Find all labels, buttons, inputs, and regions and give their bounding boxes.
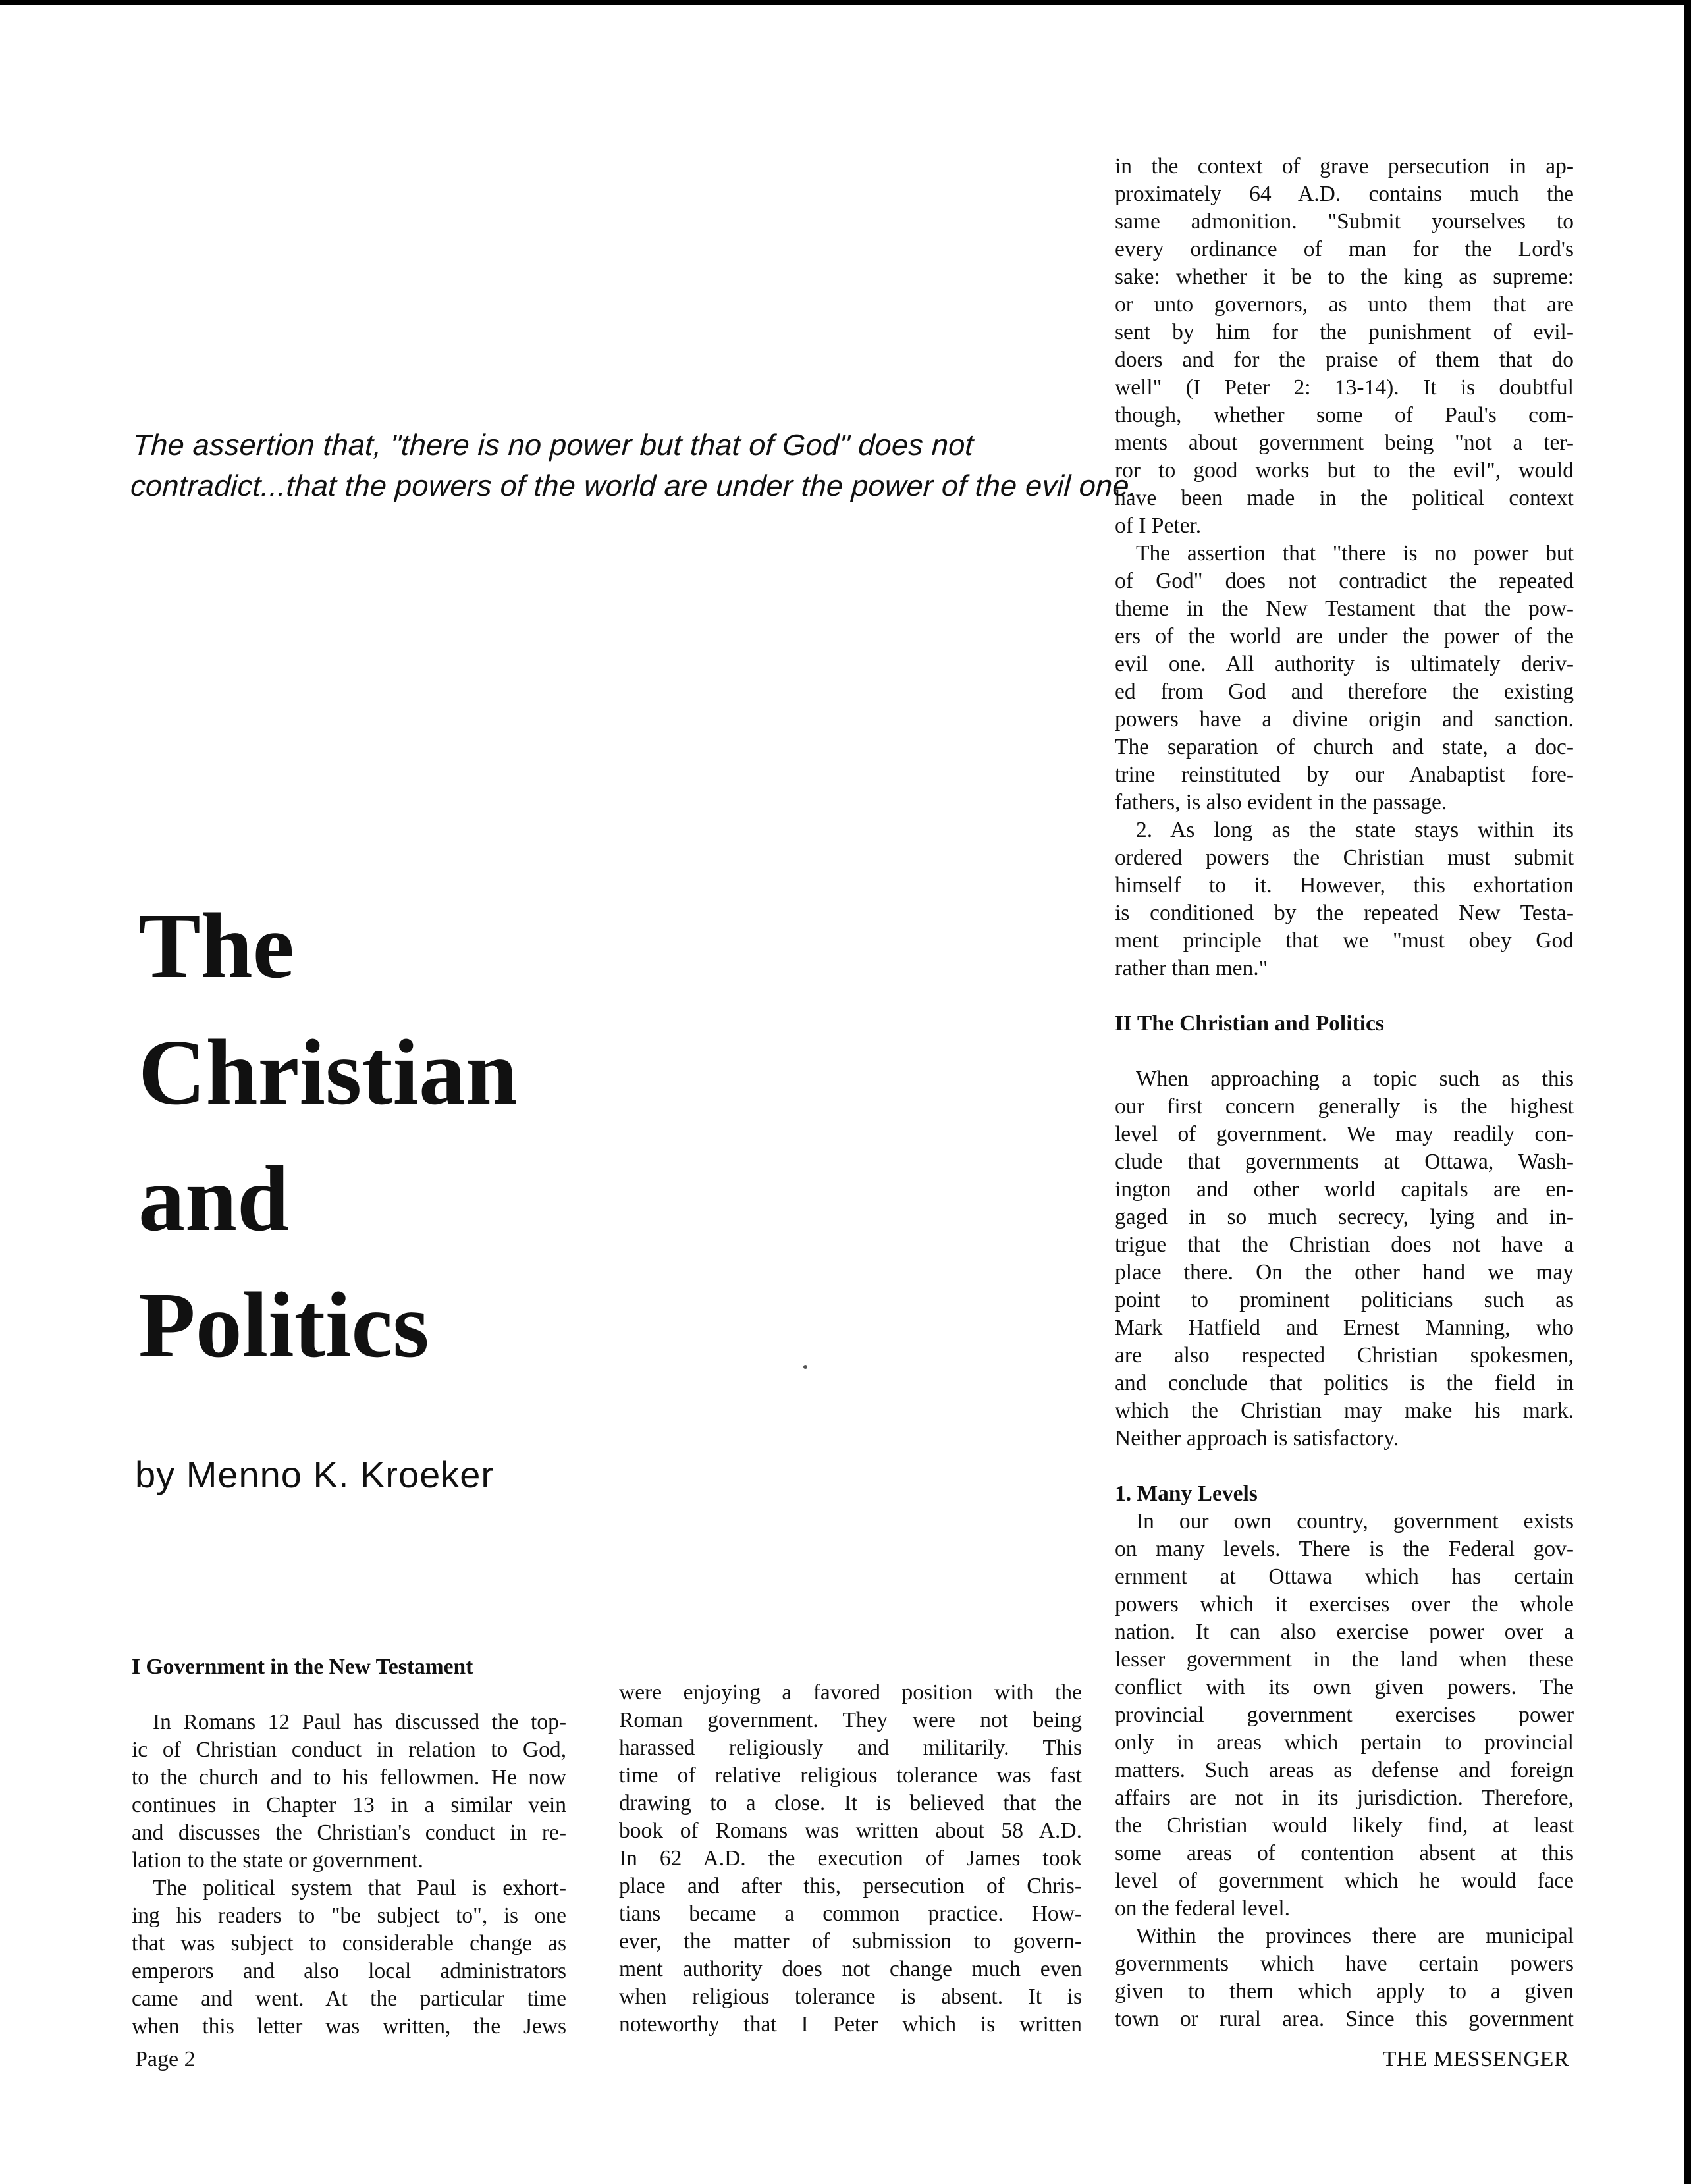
text-line: nation. It can also exercise power over a — [1115, 1620, 1574, 1644]
text-line: The assertion that "there is no power but — [1136, 541, 1574, 566]
text-line: on many levels. There is the Federal gov- — [1115, 1537, 1574, 1561]
text-line: have been made in the political context — [1115, 486, 1574, 510]
subsection-heading: 1. Many Levels — [1115, 1481, 1258, 1506]
text-line: theme in the New Testament that the pow- — [1115, 597, 1574, 621]
text-line: evil one. All authority is ultimately deriv- — [1115, 652, 1574, 676]
text-line: came and went. At the particular time — [132, 1986, 566, 2011]
title-line: Politics — [138, 1273, 429, 1377]
text-line: The separation of church and state, a doc- — [1115, 735, 1574, 759]
text-line: of God" does not contradict the repeated — [1115, 569, 1574, 593]
text-line: Neither approach is satisfactory. — [1115, 1426, 1399, 1451]
byline: by Menno K. Kroeker — [135, 1454, 495, 1495]
title-line: and — [138, 1146, 289, 1250]
text-line: and discusses the Christian's conduct in re- — [132, 1821, 566, 1845]
text-line: fathers, is also evident in the passage. — [1115, 790, 1447, 814]
publication-name: THE MESSENGER — [1382, 2047, 1569, 2071]
text-line: ed from God and therefore the existing — [1115, 679, 1574, 704]
text-line: In our own country, government exists — [1136, 1509, 1574, 1533]
text-line: ordered powers the Christian must submit — [1115, 845, 1574, 870]
text-line: lation to the state or government. — [132, 1848, 423, 1873]
text-line: town or rural area. Since this government — [1115, 2007, 1574, 2031]
text-line: ic of Christian conduct in relation to God, — [132, 1738, 566, 1762]
text-line: time of relative religious tolerance was fast — [619, 1763, 1082, 1788]
section-heading: II The Christian and Politics — [1115, 1011, 1384, 1036]
left-column — [132, 1653, 566, 2040]
text-line: every ordinance of man for the Lord's — [1115, 237, 1574, 261]
text-line: when religious tolerance is absent. It is — [619, 1984, 1082, 2009]
text-line: harassed religiously and militarily. This — [619, 1736, 1082, 1760]
text-line: provincial government exercises power — [1115, 1703, 1574, 1727]
text-line: matters. Such areas as defense and foreign — [1115, 1758, 1574, 1782]
text-line: governments which have certain powers — [1115, 1952, 1574, 1976]
text-line: to the church and to his fellowmen. He now — [132, 1765, 566, 1790]
text-line: ernment at Ottawa which has certain — [1115, 1564, 1574, 1589]
text-line: ers of the world are under the power of the — [1115, 624, 1574, 649]
text-line: and conclude that politics is the field in — [1115, 1371, 1574, 1395]
text-line: ment principle that we "must obey God — [1115, 928, 1574, 953]
text-line: clude that governments at Ottawa, Wash- — [1115, 1150, 1574, 1174]
text-line: which the Christian may make his mark. — [1115, 1398, 1574, 1423]
title-line: Christian — [138, 1020, 518, 1124]
text-line: drawing to a close. It is believed that the — [619, 1791, 1082, 1815]
scan-edge-top — [0, 0, 1691, 5]
text-line: in the context of grave persecution in ap- — [1115, 154, 1574, 178]
text-line: continues in Chapter 13 in a similar vein — [132, 1793, 566, 1817]
text-line: is conditioned by the repeated New Testa- — [1115, 901, 1574, 925]
text-line: affairs are not in its jurisdiction. Therefore, — [1115, 1786, 1574, 1810]
section-heading: I Government in the New Testament — [132, 1655, 473, 1679]
right-column — [1115, 153, 1574, 2033]
text-line: 2. As long as the state stays within its — [1136, 818, 1574, 842]
text-line: ever, the matter of submission to govern- — [619, 1929, 1082, 1954]
text-line: sake: whether it be to the king as supreme: — [1115, 265, 1574, 289]
text-line: doers and for the praise of them that do — [1115, 348, 1574, 372]
text-line: ing his readers to "be subject to", is one — [132, 1904, 566, 1928]
text-line: proximately 64 A.D. contains much the — [1115, 182, 1574, 206]
text-line: lesser government in the land when these — [1115, 1647, 1574, 1672]
article-title — [138, 882, 518, 1388]
text-line: level of government. We may readily con- — [1115, 1122, 1574, 1146]
text-line: given to them which apply to a given — [1115, 1979, 1574, 2004]
text-line: point to prominent politicians such as — [1115, 1288, 1574, 1312]
middle-column — [619, 1679, 1082, 2038]
text-line: place and after this, persecution of Chris- — [619, 1874, 1082, 1898]
text-line: trigue that the Christian does not have a — [1115, 1233, 1574, 1257]
text-line: same admonition. "Submit yourselves to — [1115, 209, 1574, 234]
text-line: ror to good works but to the evil", would — [1115, 458, 1574, 483]
text-line: ington and other world capitals are en- — [1115, 1177, 1574, 1202]
text-line: of I Peter. — [1115, 514, 1202, 538]
text-line: were enjoying a favored position with the — [619, 1680, 1082, 1705]
scan-speck — [803, 1365, 807, 1369]
text-line: well" (I Peter 2: 13-14). It is doubtful — [1115, 375, 1574, 400]
text-line: level of government which he would face — [1115, 1869, 1574, 1893]
scan-edge-right — [1684, 0, 1691, 2184]
pull-quote-line: The assertion that, "there is no power but that of God" does not — [132, 428, 975, 462]
text-line: book of Romans was written about 58 A.D. — [619, 1819, 1082, 1843]
text-line: In 62 A.D. the execution of James took — [619, 1846, 1082, 1871]
text-line: emperors and also local administrators — [132, 1959, 566, 1983]
page-number: Page 2 — [135, 2047, 196, 2071]
text-line: When approaching a topic such as this — [1136, 1067, 1574, 1091]
text-line: trine reinstituted by our Anabaptist fore- — [1115, 762, 1574, 787]
text-line: our first concern generally is the highest — [1115, 1094, 1574, 1119]
text-line: ment authority does not change much even — [619, 1957, 1082, 1981]
text-line: on the federal level. — [1115, 1896, 1291, 1921]
text-line: Roman government. They were not being — [619, 1708, 1082, 1732]
pull-quote-line: contradict...that the powers of the world are under the power of the evil one. — [130, 469, 1139, 502]
text-line: rather than men." — [1115, 956, 1268, 980]
text-line: ments about government being "not a ter- — [1115, 431, 1574, 455]
text-line: or unto governors, as unto them that are — [1115, 292, 1574, 317]
text-line: powers have a divine origin and sanction. — [1115, 707, 1574, 732]
text-line: are also respected Christian spokesmen, — [1115, 1343, 1574, 1368]
text-line: place there. On the other hand we may — [1115, 1260, 1574, 1285]
text-line: Within the provinces there are municipal — [1136, 1924, 1574, 1948]
text-line: powers which it exercises over the whole — [1115, 1592, 1574, 1616]
text-line: that was subject to considerable change as — [132, 1931, 566, 1956]
text-line: noteworthy that I Peter which is written — [619, 2012, 1082, 2037]
text-line: the Christian would likely find, at least — [1115, 1813, 1574, 1838]
text-line: In Romans 12 Paul has discussed the top- — [153, 1710, 566, 1734]
text-line: some areas of contention absent at this — [1115, 1841, 1574, 1865]
text-line: conflict with its own given powers. The — [1115, 1675, 1574, 1699]
title-line: The — [138, 893, 294, 998]
text-line: gaged in so much secrecy, lying and in- — [1115, 1205, 1574, 1229]
text-line: Mark Hatfield and Ernest Manning, who — [1115, 1316, 1574, 1340]
text-line: The political system that Paul is exhort- — [153, 1876, 566, 1900]
text-line: sent by him for the punishment of evil- — [1115, 320, 1574, 344]
text-line: tians became a common practice. How- — [619, 1902, 1082, 1926]
text-line: though, whether some of Paul's com- — [1115, 403, 1574, 427]
text-line: himself to it. However, this exhortation — [1115, 873, 1574, 897]
text-line: when this letter was written, the Jews — [132, 2014, 566, 2038]
pull-quote — [130, 425, 1139, 506]
text-line: only in areas which pertain to provincial — [1115, 1730, 1574, 1755]
